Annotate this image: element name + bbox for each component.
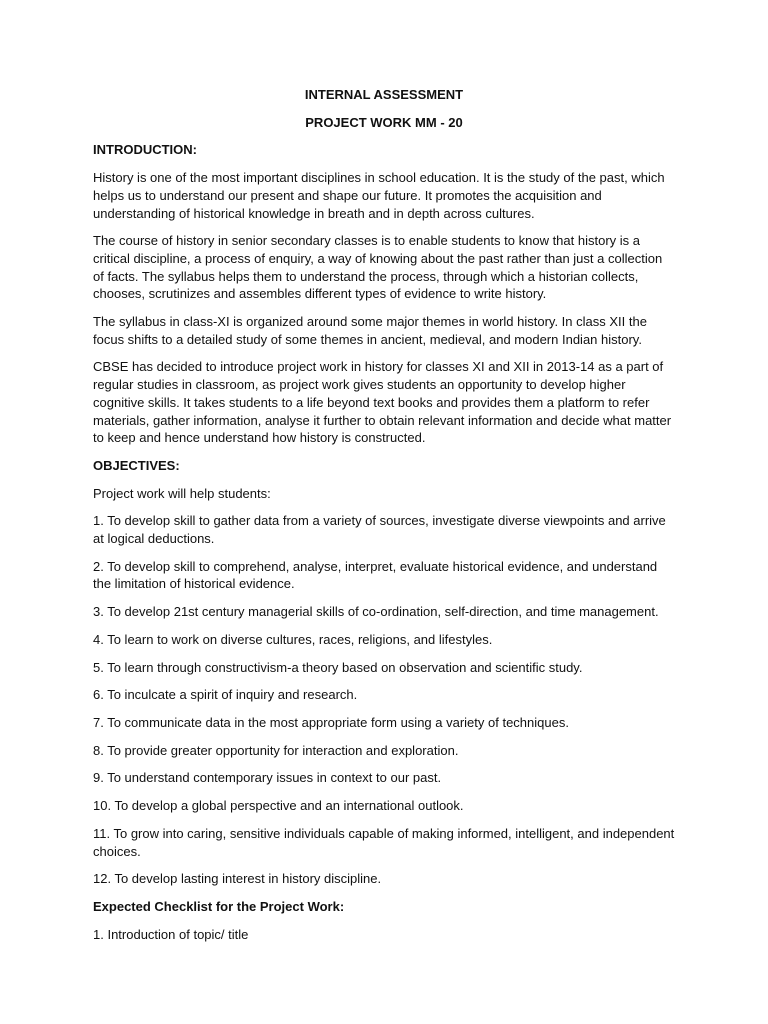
introduction-paragraph: History is one of the most important disciplines in school education. It is the study of the past, which helps us to understand our present and shape our future. It promotes the acquisition and understanding of historical knowledge in breath and in depth across cultures. [93, 170, 665, 221]
checklist-heading: Expected Checklist for the Project Work: [93, 898, 345, 914]
document-title: INTERNAL ASSESSMENT [304, 87, 464, 102]
objective-item: 7. To communicate data in the most appropriate form using a variety of techniques. [93, 714, 569, 730]
introduction-paragraph: The syllabus in class-XI is organized around some major themes in world history. In class XII the focus shifts to a detailed study of some themes in ancient, medieval, and modern Indian history. [93, 314, 647, 347]
objective-item: 5. To learn through constructivism-a theory based on observation and scientific study. [93, 659, 583, 675]
objective-item: 10. To develop a global perspective and an international outlook. [93, 798, 464, 814]
objective-item: 3. To develop 21st century managerial skills of co-ordination, self-direction, and time management. [93, 604, 659, 620]
objective-item: 8. To provide greater opportunity for interaction and exploration. [93, 742, 459, 758]
introduction-paragraph: CBSE has decided to introduce project work in history for classes XI and XII in 2013-14 as a part of regular studies in classroom, as project work gives students an opportunity to develop higher cognitive skills. It takes students to a life beyond text books and provides them a platform to refer materials, gather information, analyse it further to obtain relevant information and decide what matter to keep and hence understand how history is constructed. [93, 359, 672, 446]
introduction-heading: INTRODUCTION: [93, 142, 197, 158]
objective-item: 11. To grow into caring, sensitive individuals capable of making informed, intelligent, and independent choices. [93, 825, 675, 859]
objective-item: 4. To learn to work on diverse cultures, races, religions, and lifestyles. [93, 631, 493, 647]
objectives-heading: OBJECTIVES: [93, 457, 180, 473]
objective-item: 2. To develop skill to comprehend, analyse, interpret, evaluate historical evidence, and understand the limitation of historical evidence. [93, 558, 658, 592]
checklist-item: 1. Introduction of topic/ title [93, 926, 249, 942]
objective-item: 6. To inculcate a spirit of inquiry and research. [93, 687, 358, 703]
objective-item: 9. To understand contemporary issues in context to our past. [93, 770, 442, 786]
document-subtitle: PROJECT WORK MM - 20 [305, 114, 463, 130]
objective-item: 1. To develop skill to gather data from a variety of sources, investigate diverse viewpoints and arrive at logical deductions. [93, 513, 666, 547]
objectives-intro: Project work will help students: [93, 485, 271, 501]
objective-item: 12. To develop lasting interest in history discipline. [93, 871, 382, 887]
introduction-paragraph: The course of history in senior secondary classes is to enable students to know that history is a critical discipline, a process of enquiry, a way of knowing about the past rather than just a collection of facts. The syllabus helps them to understand the process, through which a historian collects, chooses, scrutinizes and assembles different types of evidence to write history. [93, 233, 663, 302]
document-page [93, 86, 675, 953]
